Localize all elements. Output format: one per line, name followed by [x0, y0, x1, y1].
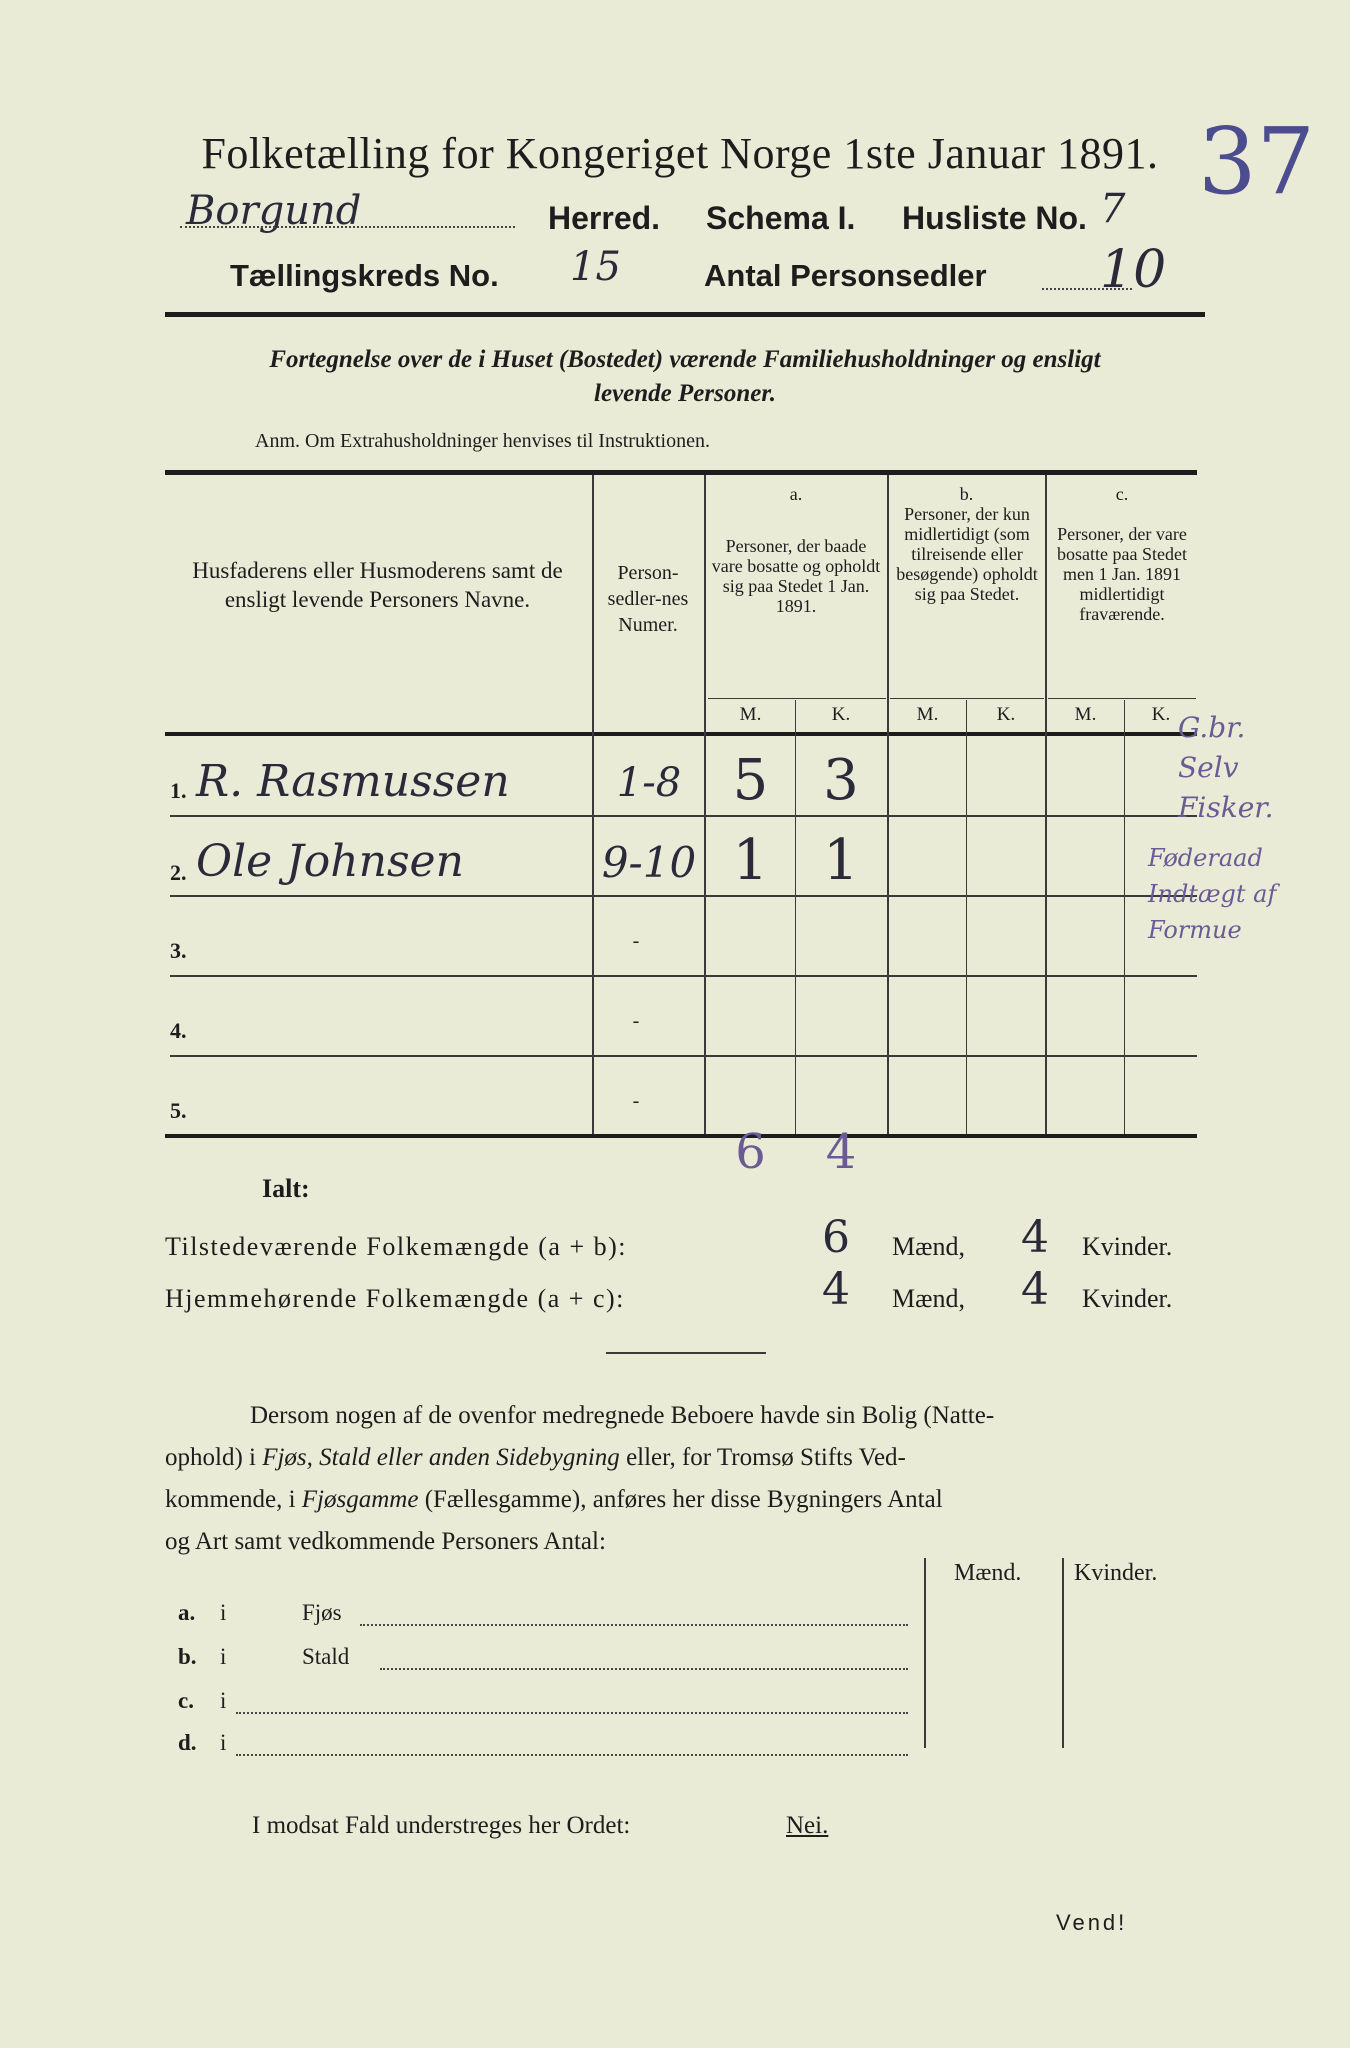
table-header-rule — [165, 732, 1197, 736]
col-divider — [1124, 700, 1125, 1134]
building-label-fjos: Fjøs — [302, 1600, 342, 1625]
col-a-k: K. — [831, 704, 851, 725]
herred-line — [180, 226, 515, 228]
count-a-m: 1 — [732, 828, 769, 893]
col-b-m: M. — [916, 704, 939, 725]
count-a-m: 5 — [732, 748, 769, 813]
row-number: 5. — [170, 1098, 187, 1123]
form-title: Folketælling for Kongeriget Norge 1ste Januar 1891. — [201, 129, 1159, 178]
tilstede-maend-label: Mænd, — [892, 1232, 965, 1261]
sedel-numbers: - — [632, 930, 640, 952]
mk-rule — [708, 698, 886, 699]
tilstede-maend-value: 6 — [822, 1212, 850, 1263]
row-rule — [170, 1055, 1197, 1057]
household-name: R. Rasmussen — [196, 756, 510, 807]
count-a-k: 1 — [823, 828, 859, 893]
herred-label: Herred. — [548, 200, 661, 236]
building-i: i — [220, 1644, 227, 1669]
row-rule — [170, 975, 1197, 977]
buildings-col-maend: Mænd. — [954, 1560, 1022, 1586]
margin-note-occupation-1: G.br. Selv Fisker. — [1178, 711, 1274, 824]
col-divider — [592, 475, 594, 1134]
building-i: i — [220, 1730, 227, 1755]
husliste-label: Husliste No. — [902, 200, 1087, 236]
building-letter: d. — [178, 1730, 197, 1755]
hjemme-kvinder-value: 4 — [1021, 1264, 1049, 1315]
col-divider — [966, 700, 967, 1134]
building-i: i — [220, 1600, 227, 1625]
buildings-para-2 — [165, 1444, 906, 1472]
modsat-text: I modsat Fald understreges her Ordet: — [252, 1812, 631, 1839]
building-fill-line — [380, 1668, 908, 1670]
row-number: 4. — [170, 1018, 187, 1043]
col-c-k: K. — [1151, 704, 1171, 725]
col-header-c: Personer, der vare bosatte paa Stedet men 1 Jan. 1891 midlertidigt fraværende. — [1057, 524, 1187, 624]
buildings-col-kvinder: Kvinder. — [1074, 1560, 1158, 1586]
col-header-numbers: Person-sedler-nes Numer. — [607, 562, 689, 636]
building-fill-line — [360, 1624, 908, 1626]
section-divider — [606, 1352, 766, 1354]
col-a-m: M. — [739, 704, 762, 725]
ialt-label: Ialt: — [262, 1174, 310, 1203]
total-a-m: 6 — [735, 1124, 766, 1180]
hjemme-maend-value: 4 — [822, 1264, 850, 1315]
total-a-k: 4 — [825, 1124, 857, 1180]
hjemme-label: Hjemmehørende Folkemængde (a + c): — [165, 1284, 625, 1313]
para-text: (Fællesgamme), anføres her disse Bygningers Antal — [418, 1486, 943, 1513]
kreds-label: Tællingskreds No. — [230, 258, 499, 293]
anm-note: Anm. Om Extrahusholdninger henvises til Instruktionen. — [255, 430, 710, 452]
hjemme-kvinder-label: Kvinder. — [1082, 1284, 1173, 1313]
row-rule — [170, 815, 1197, 817]
table-bottom-rule — [165, 1134, 1197, 1138]
hjemme-maend-label: Mænd, — [892, 1284, 965, 1313]
para-text-italic: Fjøsgamme — [301, 1486, 419, 1513]
tilstede-label: Tilstedeværende Folkemængde (a + b): — [165, 1232, 627, 1261]
building-letter: a. — [178, 1600, 196, 1625]
header-rule — [165, 312, 1205, 317]
col-a-letter: a. — [789, 484, 803, 504]
margin-note-occupation-2: Føderaad Indtægt af Formue — [1148, 844, 1277, 944]
sedel-numbers: - — [632, 1090, 640, 1112]
building-fill-line — [236, 1754, 908, 1756]
vend-note: Vend! — [1056, 1910, 1128, 1935]
col-divider — [887, 475, 889, 1134]
sedel-numbers: 1-8 — [616, 760, 682, 806]
husliste-value: 7 — [1100, 186, 1126, 232]
antal-label: Antal Personsedler — [704, 258, 987, 293]
col-c-m: M. — [1074, 704, 1097, 725]
intro-line-2: levende Personer. — [594, 380, 776, 407]
building-i: i — [220, 1688, 227, 1713]
para-text: eller, for Tromsø Stifts Ved- — [619, 1444, 906, 1471]
row-number: 3. — [170, 938, 187, 963]
col-c-letter: c. — [1115, 484, 1129, 504]
tilstede-kvinder-value: 4 — [1021, 1212, 1049, 1263]
para-text: kommende, i — [165, 1486, 302, 1513]
sedel-numbers: 9-10 — [601, 838, 697, 887]
row-rule — [170, 895, 1197, 897]
sedel-numbers: - — [632, 1010, 640, 1032]
building-fill-line — [236, 1712, 908, 1714]
table-top-rule — [165, 470, 1197, 475]
kreds-value: 15 — [570, 244, 621, 290]
col-divider — [924, 1558, 926, 1748]
row-number: 1. — [170, 778, 187, 803]
col-b-letter: b. — [959, 484, 974, 504]
count-a-k: 3 — [823, 748, 859, 813]
col-header-a: Personer, der baade vare bosatte og opholdt sig paa Stedet 1 Jan. 1891. — [711, 536, 881, 616]
para-text: ophold) i — [165, 1444, 263, 1471]
nei-word: Nei. — [786, 1812, 829, 1839]
col-header-b: Personer, der kun midlertidigt (som tilreisende eller besøgende) opholdt sig paa Stedet. — [896, 504, 1038, 604]
intro-line-1: Fortegnelse over de i Huset (Bostedet) værende Familiehusholdninger og ensligt — [269, 346, 1101, 373]
tilstede-kvinder-label: Kvinder. — [1082, 1232, 1173, 1261]
building-label-stald: Stald — [302, 1644, 350, 1669]
mk-rule — [890, 698, 1044, 699]
building-letter: b. — [178, 1644, 197, 1669]
col-b-k: K. — [996, 704, 1016, 725]
row-number: 2. — [170, 860, 187, 885]
buildings-para-4: og Art samt vedkommende Personers Antal: — [165, 1528, 606, 1555]
col-header-names: Husfaderens eller Husmoderens samt de ensligt levende Personers Navne. — [192, 558, 563, 612]
para-text-italic: Fjøs, Stald eller anden Sidebygning — [262, 1444, 620, 1471]
col-divider — [1045, 475, 1047, 1134]
schema-label: Schema I. — [706, 200, 856, 236]
household-name: Ole Johnsen — [196, 836, 464, 887]
buildings-para-1: Dersom nogen af de ovenfor medregnede Beboere havde sin Bolig (Natte- — [250, 1402, 995, 1429]
building-letter: c. — [178, 1688, 194, 1713]
buildings-para-3 — [165, 1486, 943, 1514]
page-number: 37 — [1198, 108, 1316, 215]
mk-rule — [1048, 698, 1196, 699]
herred-value: Borgund — [186, 188, 362, 234]
antal-value: 10 — [1100, 240, 1167, 300]
col-divider — [1062, 1558, 1064, 1748]
